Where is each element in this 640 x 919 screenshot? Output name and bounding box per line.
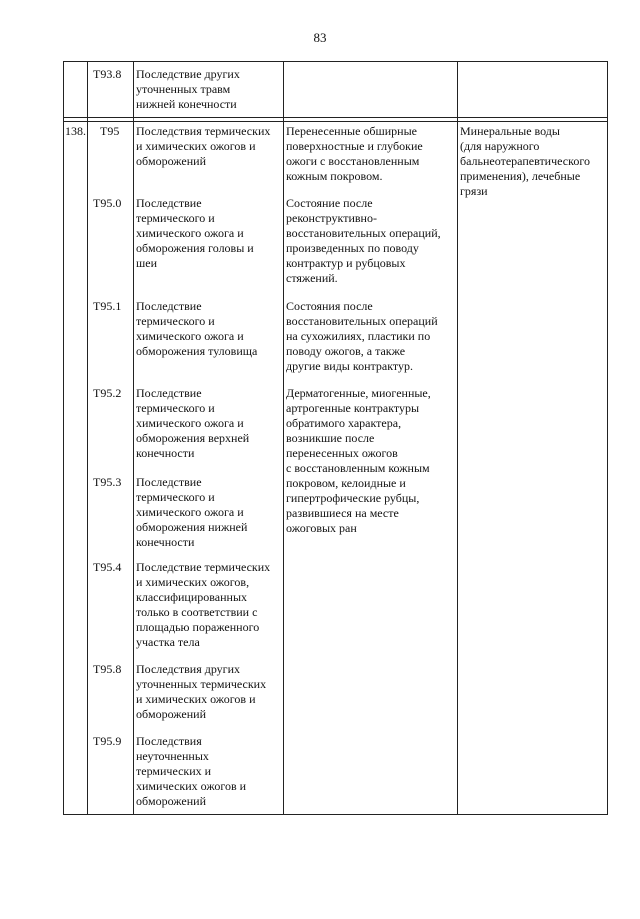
medical-condition: Дерматогенные, миогенные, артрогенные контрактуры обратимого характера, возникшие после перенесенных ожогов с восстановленным кожным покровом, келоидные и гипертрофические рубцы, развившиеся на месте ожоговых ран bbox=[286, 386, 431, 535]
medical-condition: Состояния после восстановительных операций на сухожилиях, пластики по поводу ожогов, а также другие виды контрактур. bbox=[286, 299, 438, 373]
medical-condition: Перенесенные обширные поверхностные и глубокие ожоги с восстановленным кожным покровом. bbox=[286, 124, 423, 183]
table-divider-description bbox=[283, 61, 284, 815]
icd-code: T95 bbox=[100, 124, 120, 138]
table-border-left bbox=[63, 61, 64, 815]
table-border-bottom bbox=[63, 814, 608, 815]
diagnosis-description: Последствие термического и химического ожога и обморожения нижней конечности bbox=[136, 475, 248, 549]
table-divider-code bbox=[133, 61, 134, 815]
row-number: 138. bbox=[65, 124, 86, 138]
icd-code: T95.8 bbox=[93, 662, 122, 676]
diagnosis-description: Последствие термических и химических ожогов, классифицированных только в соответствии с площадью пораженного участка тела bbox=[136, 560, 271, 649]
table-border-right bbox=[607, 61, 608, 815]
page-number: 83 bbox=[313, 30, 327, 45]
diagnosis-description: Последствие термического и химического ожога и обморожения головы и шеи bbox=[136, 196, 254, 270]
medical-condition: Состояние после реконструктивно- восстановительных операций, произведенных по поводу контрактур и рубцовых стяжений. bbox=[286, 196, 441, 285]
diagnosis-description: Последствия термических и химических ожогов и обморожений bbox=[136, 124, 271, 168]
table-divider-conditions bbox=[457, 61, 458, 815]
diagnosis-description: Последствие термического и химического ожога и обморожения туловища bbox=[136, 299, 258, 358]
row-separator bbox=[63, 121, 608, 122]
row-separator bbox=[63, 117, 608, 118]
icd-code: T95.1 bbox=[93, 299, 122, 313]
document-table bbox=[63, 61, 608, 815]
icd-code: T95.0 bbox=[93, 196, 122, 210]
icd-code: T95.3 bbox=[93, 475, 122, 489]
diagnosis-description: Последствие термического и химического ожога и обморожения верхней конечности bbox=[136, 386, 250, 460]
diagnosis-description: Последствие других уточненных травм нижней конечности bbox=[136, 67, 240, 111]
diagnosis-description: Последствия других уточненных термических и химических ожогов и обморожений bbox=[136, 662, 267, 721]
icd-code: T95.4 bbox=[93, 560, 122, 574]
table-border-top bbox=[63, 61, 608, 62]
icd-code: T95.9 bbox=[93, 734, 122, 748]
table-divider-number bbox=[87, 61, 88, 815]
icd-code: T93.8 bbox=[93, 67, 122, 81]
treatment-text: Минеральные воды (для наружного бальнеотерапевтического применения), лечебные грязи bbox=[460, 124, 590, 198]
icd-code: T95.2 bbox=[93, 386, 122, 400]
diagnosis-description: Последствия неуточненных термических и химических ожогов и обморожений bbox=[136, 734, 247, 808]
